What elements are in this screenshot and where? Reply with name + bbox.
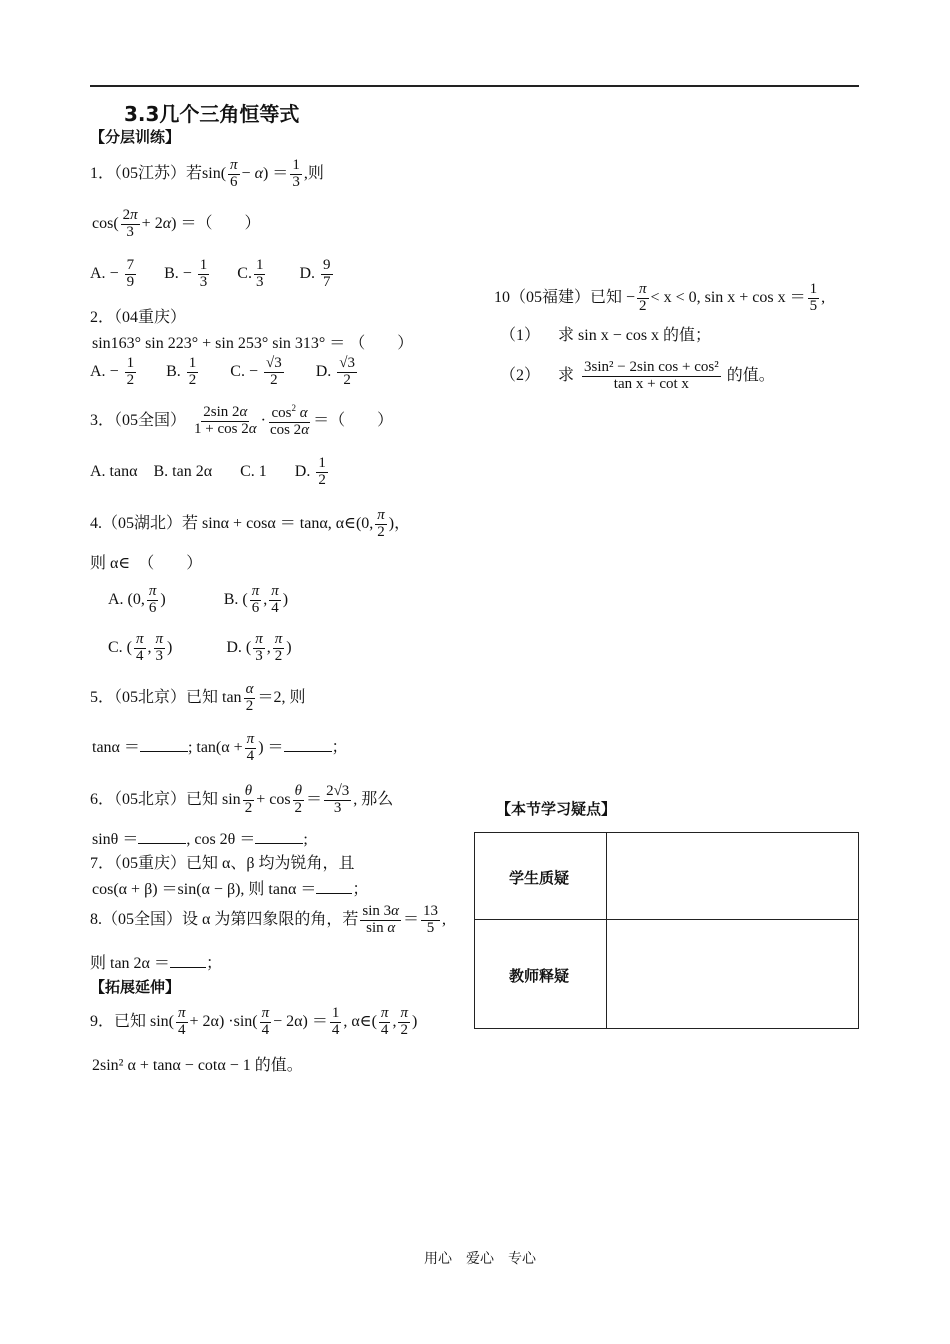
q5-line2b: ; tan(α + (187, 738, 243, 756)
question-4-line-2: 则 α∈ （ ） (90, 555, 203, 572)
q10-prefix: 10（05福建）已知 − (494, 288, 636, 306)
q7-line2-text: cos(α + β) ＝sin(α − β), 则 tanα ＝ (92, 881, 317, 898)
section-extension-heading: 【拓展延伸】 (90, 978, 181, 996)
q3-prefix: 3．（05全国） (90, 411, 187, 429)
page-footer: 用心 爱心 专心 (424, 1251, 536, 1267)
q5-line2-end: ； (331, 738, 348, 756)
student-questions-field[interactable] (607, 833, 858, 919)
q2-option-a: A. (90, 362, 106, 380)
question-4-line-1: 4.（05湖北）若 sinα + cosα ＝ tanα, α∈(0, $\frac{\pi}{2}$ )， (90, 507, 411, 540)
q8-end: ； (205, 955, 222, 972)
q2-option-b: B. (166, 362, 181, 380)
question-2-expr: sin163° sin 223° + sin 253° sin 313° ＝ （ ） (92, 335, 414, 352)
q3-option-c: C. 1 (240, 462, 267, 480)
question-1-line-2: cos( $\frac{2\pi}{3}$ + 2α) ＝（ ） (92, 207, 261, 240)
q6-line2b: , cos 2θ ＝ (186, 831, 256, 848)
q5-line2c: ) ＝ (258, 738, 284, 756)
q6-mid: + cos (256, 790, 291, 808)
question-7-line-1: 7．（05重庆）已知 α、β 均为锐角，且 (90, 855, 355, 872)
q1-option-d: D. (299, 264, 316, 282)
q10-part-2-end: 的值。 (726, 366, 775, 384)
question-3-options: A. tanα B. tan 2α C. 1 D. $\frac{1}{2}$ (90, 455, 326, 488)
question-9-line-1: 9．已知 sin( $\frac{\pi}{4}$ + 2α) ·sin( $\frac{\pi}{4}$ − 2α) ＝ $\frac{1}{4}$ , α∈( $\frac{\pi}{4}$ , $\frac{\pi}{2}$ ) (90, 1005, 418, 1038)
q3-option-b: B. tan 2α (153, 462, 213, 480)
q10-mid: < x < 0, sin x + cos x ＝ (650, 288, 806, 306)
q3-eq: ＝（ ） (313, 411, 394, 429)
q6-line2a: sinθ ＝ (92, 831, 139, 848)
question-8-line-2 (90, 950, 222, 973)
q9-a: + 2α) ·sin( (189, 1012, 258, 1030)
question-7-line-2 (92, 876, 368, 899)
question-1-options: A. − $\frac{7}{9}$ B. − $\frac{1}{3}$ C. $\frac{1}{3}$ D. $\frac{9}{7}$ (90, 257, 331, 290)
question-10-part-1 (500, 322, 711, 345)
q6-eq: ＝ (306, 790, 323, 808)
q10-part-1-text: 求 sin x − cos x 的值； (558, 327, 712, 344)
q3-option-d: D. (294, 462, 311, 480)
question-6-line-2 (92, 826, 308, 849)
q10-part-2-prefix: 求 (558, 366, 575, 384)
teacher-answers-field[interactable] (607, 920, 858, 1028)
question-4-options-row-2: C. ( $\frac{\pi}{4}$ , $\frac{\pi}{3}$ ) D. ( $\frac{\pi}{3}$ , $\frac{\pi}{2}$ ) (108, 631, 292, 664)
q1-expr2-eq: ＝（ ） (180, 214, 261, 232)
q7-end: ； (352, 881, 369, 898)
q4-option-a: A. (0, (108, 590, 145, 608)
q1-option-b: B. (164, 264, 179, 282)
section-training-heading: 【分层训练】 (90, 128, 181, 146)
question-2-options: A. − $\frac{1}{2}$ B. $\frac{1}{2}$ C. − $\frac{√3}{2}$ D. $\frac{√3}{2}$ (90, 355, 355, 388)
q4-option-c: C. ( (108, 638, 132, 656)
section-doubts-heading: 【本节学习疑点】 (496, 800, 617, 818)
q2-option-d: D. (315, 362, 332, 380)
question-10-part-2 (500, 360, 775, 393)
q10-part-2-label: （2） (500, 366, 541, 384)
question-2-label: 2．（04重庆） (90, 309, 187, 326)
question-5-line-1: 5．（05北京）已知 tan $\frac{\alpha}{2}$ ＝2, 则 (90, 681, 306, 714)
q6-line2-end: ; (303, 831, 308, 848)
doubts-table (474, 832, 859, 1029)
q1-then: 则 (307, 164, 324, 182)
q5-line2a: tanα ＝ (92, 738, 140, 756)
q10-part-2-numerator: 3sin² − 2sin cos + cos² (584, 359, 719, 375)
question-5-line-2: tanα ＝ ; tan(α + $\frac{\pi}{4}$ ) ＝ ； (92, 731, 348, 764)
q4-option-b: B. ( (223, 590, 248, 608)
q10-end: , (821, 288, 826, 306)
question-6-line-1: 6．（05北京）已知 sin $\frac{\theta}{2}$ + cos $\frac{\theta}{2}$ ＝ $\frac{2√3}{3}$ , 那么 (90, 783, 394, 816)
q9-b: − 2α) ＝ (273, 1012, 328, 1030)
q5-eq: ＝2, 则 (257, 688, 306, 706)
q9-c: , α∈( (343, 1012, 377, 1030)
q4-option-d: D. ( (226, 638, 252, 656)
q1-prefix: 1．（05江苏）若 (90, 164, 203, 182)
table-label-teacher-answers: 教师释疑 (509, 967, 570, 985)
question-8-line-1: 8.（05全国）设 α 为第四象限的角，若 $\frac{\sin 3\alpha}{\text{sin α}}$ ＝ $\frac{13}{5}$ , (90, 903, 447, 936)
page-title: 3.3几个三角恒等式 (124, 102, 300, 126)
q8-prefix: 8.（05全国）设 α 为第四象限的角，若 (90, 910, 359, 928)
question-4-options-row-1: A. (0, $\frac{\pi}{6}$ ) B. ( $\frac{\pi}{6}$ , $\frac{\pi}{4}$ ) (108, 583, 289, 616)
q6-after: , 那么 (353, 790, 394, 808)
q5-prefix: 5．（05北京）已知 tan (90, 688, 242, 706)
q10-part-2-denominator: tan x + cot x (613, 375, 689, 392)
question-9-line-2: 2sin² α + tanα − cotα − 1 的值。 (92, 1057, 303, 1074)
q9-prefix: 9．已知 sin( (90, 1012, 175, 1030)
q10-part-1-label: （1） (500, 327, 541, 344)
q8-line2-text: 则 tan 2α ＝ (90, 955, 170, 972)
header-rule (90, 85, 859, 87)
q1-option-c: C. (237, 264, 252, 282)
table-label-student-questions: 学生质疑 (509, 869, 570, 887)
q8-eq: ＝ (403, 910, 420, 928)
q3-option-a: A. tanα (90, 462, 138, 480)
q1-option-a: A. (90, 264, 106, 282)
q2-option-c: C. (230, 362, 245, 380)
q4-line-1-text: 4.（05湖北）若 sinα + cosα ＝ tanα, α∈(0, (90, 514, 374, 532)
q6-prefix: 6．（05北京）已知 sin (90, 790, 241, 808)
question-3: 3．（05全国） $\frac{2\sin 2\alpha}{1 + \cos 2\alpha}$ · $\frac{\cos^2 \alpha}{\cos 2\alpha}$ ＝（ ） (90, 403, 394, 438)
question-1-line-1: 1．（05江苏）若sin( $\frac{\pi}{6}$ − α) ＝ $\frac{1}{3}$ ,则 (90, 157, 324, 190)
question-10-line-1: 10（05福建）已知 − $\frac{\pi}{2}$ < x < 0, sin x + cos x ＝ $\frac{1}{5}$ , (494, 281, 826, 314)
